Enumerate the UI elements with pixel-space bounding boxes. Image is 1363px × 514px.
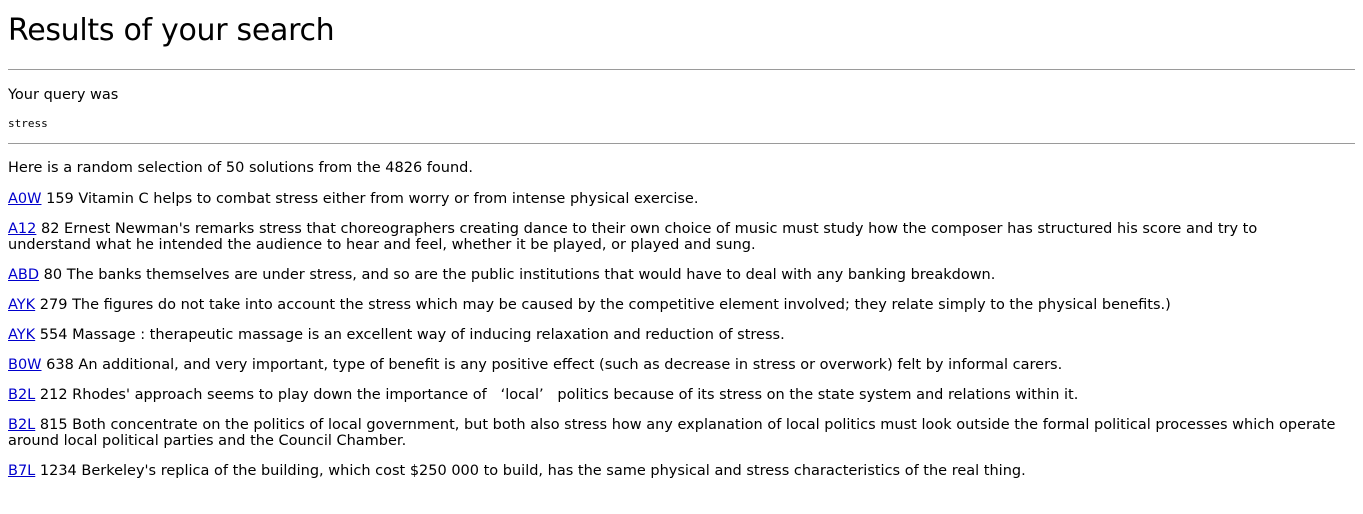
results-list (8, 191, 1355, 479)
result-text: 82 Ernest Newman's remarks stress that choreographers creating dance to their own choice of music must study how the composer has structured his score and try to understand what he intended the audience to hear and feel, whether it be played, or played and sung. (8, 221, 1258, 253)
results-summary: Here is a random selection of 50 solutions from the 4826 found. (8, 160, 473, 176)
result-source-link[interactable]: ABD (8, 267, 40, 283)
result-text: 279 The figures do not take into account the stress which may be caused by the competitive element involved; they relate simply to the physical benefits.) (39, 297, 1171, 313)
result-item (8, 357, 1355, 373)
query-value: stress (8, 117, 48, 130)
result-item (8, 191, 1355, 207)
result-source-link[interactable]: A12 (8, 221, 37, 237)
result-text: 159 Vitamin C helps to combat stress either from worry or from intense physical exercise. (46, 191, 699, 207)
result-text: 815 Both concentrate on the politics of local government, but both also stress how any explanation of local politics must look outside the formal political processes which operate around local political parties and the Council Chamber. (8, 417, 1336, 449)
result-item (8, 267, 1355, 283)
result-text: 80 The banks themselves are under stress, and so are the public institutions that would have to deal with any banking breakdown. (43, 267, 996, 283)
result-source-link[interactable]: A0W (8, 191, 42, 207)
divider-middle (8, 143, 1355, 144)
divider-top (8, 69, 1355, 70)
result-source-link[interactable]: AYK (8, 297, 36, 313)
result-item (8, 297, 1355, 313)
result-item (8, 387, 1355, 403)
result-source-link[interactable]: B0W (8, 357, 42, 373)
page-title: Results of your search (8, 13, 335, 48)
result-item (8, 417, 1355, 449)
result-source-link[interactable]: B2L (8, 417, 36, 433)
result-item (8, 327, 1355, 343)
result-text: 554 Massage : therapeutic massage is an excellent way of inducing relaxation and reduction of stress. (39, 327, 785, 343)
result-item (8, 221, 1355, 253)
result-source-link[interactable]: B7L (8, 463, 36, 479)
query-label: Your query was (8, 87, 119, 103)
result-item (8, 463, 1355, 479)
result-source-link[interactable]: B2L (8, 387, 36, 403)
result-source-link[interactable]: AYK (8, 327, 36, 343)
result-text: 638 An additional, and very important, type of benefit is any positive effect (such as decrease in stress or overwork) felt by informal carers. (46, 357, 1063, 373)
result-text: 212 Rhodes' approach seems to play down the importance of ‘local’ politics because of its stress on the state system and relations within it. (39, 387, 1079, 403)
result-text: 1234 Berkeley's replica of the building, which cost $250 000 to build, has the same physical and stress characteristics of the real thing. (39, 463, 1026, 479)
